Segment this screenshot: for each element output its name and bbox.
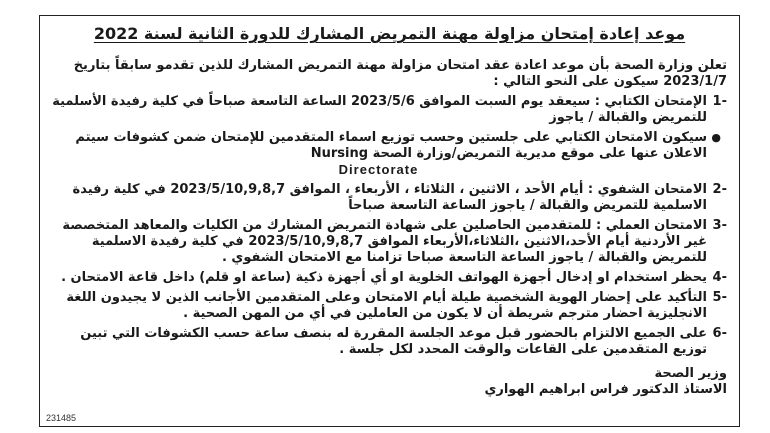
item-text: الامتحان الشفوي : أيام الأحد ، الاثنين ، الثلاثاء ، الأربعاء ، الموافق 2023/5/10,9,8,7 في كلية رفيدة الاسلمية للتمريض والقبالة / ياجوز الساعة التاسعة صباحاً bbox=[72, 182, 707, 213]
bullet-english-text: Directorate bbox=[338, 162, 419, 177]
list-item bbox=[50, 218, 727, 266]
document-title: موعد إعادة إمتحان مزاولة مهنة التمريض المشارك للدورة الثانية لسنة 2022 bbox=[93, 24, 686, 43]
intro-paragraph: تعلن وزارة الصحة بأن موعد اعادة عقد امتحان مزاولة مهنة التمريض المشارك للذين تقدمو سابقاً بتاريخ 2023/1/7 سيكون على النحو التالي : bbox=[73, 58, 727, 89]
bullet-dot-icon: ● bbox=[711, 131, 721, 144]
item-number: -3 bbox=[712, 218, 727, 233]
document-body bbox=[50, 58, 727, 398]
bullet-item bbox=[50, 130, 727, 178]
item-text: الامتحان العملي : للمتقدمين الحاصلين على شهادة التمريض المشارك من الكليات والمعاهد المتخصصة غير الأردنية أيام الأحد،الاثنين ،الثلاثاء،الأربعاء الموافق 2023/5/10,9,8,7 في كلية رفيدة الاسلمية للتمريض والقبالة / ياجوز الساعة التاسعة صباحا تزامنا مع الامتحان الشفوي . bbox=[62, 218, 707, 265]
list-item bbox=[50, 94, 727, 126]
signature-role: وزير الصحة bbox=[654, 366, 727, 381]
item-text: يحظر استخدام او إدخال أجهزة الهواتف الخلوية او أي أجهزة ذكية (ساعة او قلم) داخل قاعة الامتحان . bbox=[61, 270, 707, 285]
signature-block bbox=[50, 366, 727, 398]
list-item bbox=[50, 270, 727, 286]
document-frame bbox=[39, 15, 740, 427]
item-number: -4 bbox=[712, 270, 727, 285]
list-item bbox=[50, 182, 727, 214]
item-number: -6 bbox=[712, 326, 727, 341]
list-item bbox=[50, 326, 727, 358]
item-text: التأكيد على إحضار الهوية الشخصية طيلة أيام الامتحان وعلى المتقدمين الأجانب الذين لا يجيدون اللغة الانجليزية احضار مترجم شريطة أن لا يكون من العاملين في أي من المهن الصحية . bbox=[66, 290, 707, 321]
item-number: -1 bbox=[712, 94, 727, 109]
item-text: على الجميع الالتزام بالحضور قبل موعد الجلسة المقررة له بنصف ساعة حسب الكشوفات التي تبين توزيع المتقدمين على القاعات والوقت المحدد لكل جلسة . bbox=[80, 326, 707, 357]
item-number: -5 bbox=[712, 290, 727, 305]
item-text: الإمتحان الكتابي : سيعقد يوم السبت الموافق 2023/5/6 الساعة التاسعة صباحاً في كلية رفيدة الأسلمية للتمريض والقبالة / ياجوز bbox=[52, 94, 707, 125]
signature-name: الاستاذ الدكتور فراس ابراهيم الهواري bbox=[484, 382, 727, 397]
list-item bbox=[50, 290, 727, 322]
bullet-text: سيكون الامتحان الكتابي على جلستين وحسب توزيع اسماء المتقدمين للإمتحان ضمن كشوفات سيتم الاعلان عنها على موقع مديرية التمريض/وزارة الصحة Nursing bbox=[75, 130, 707, 161]
document-code: 231485 bbox=[46, 413, 77, 423]
item-number: -2 bbox=[712, 182, 727, 197]
